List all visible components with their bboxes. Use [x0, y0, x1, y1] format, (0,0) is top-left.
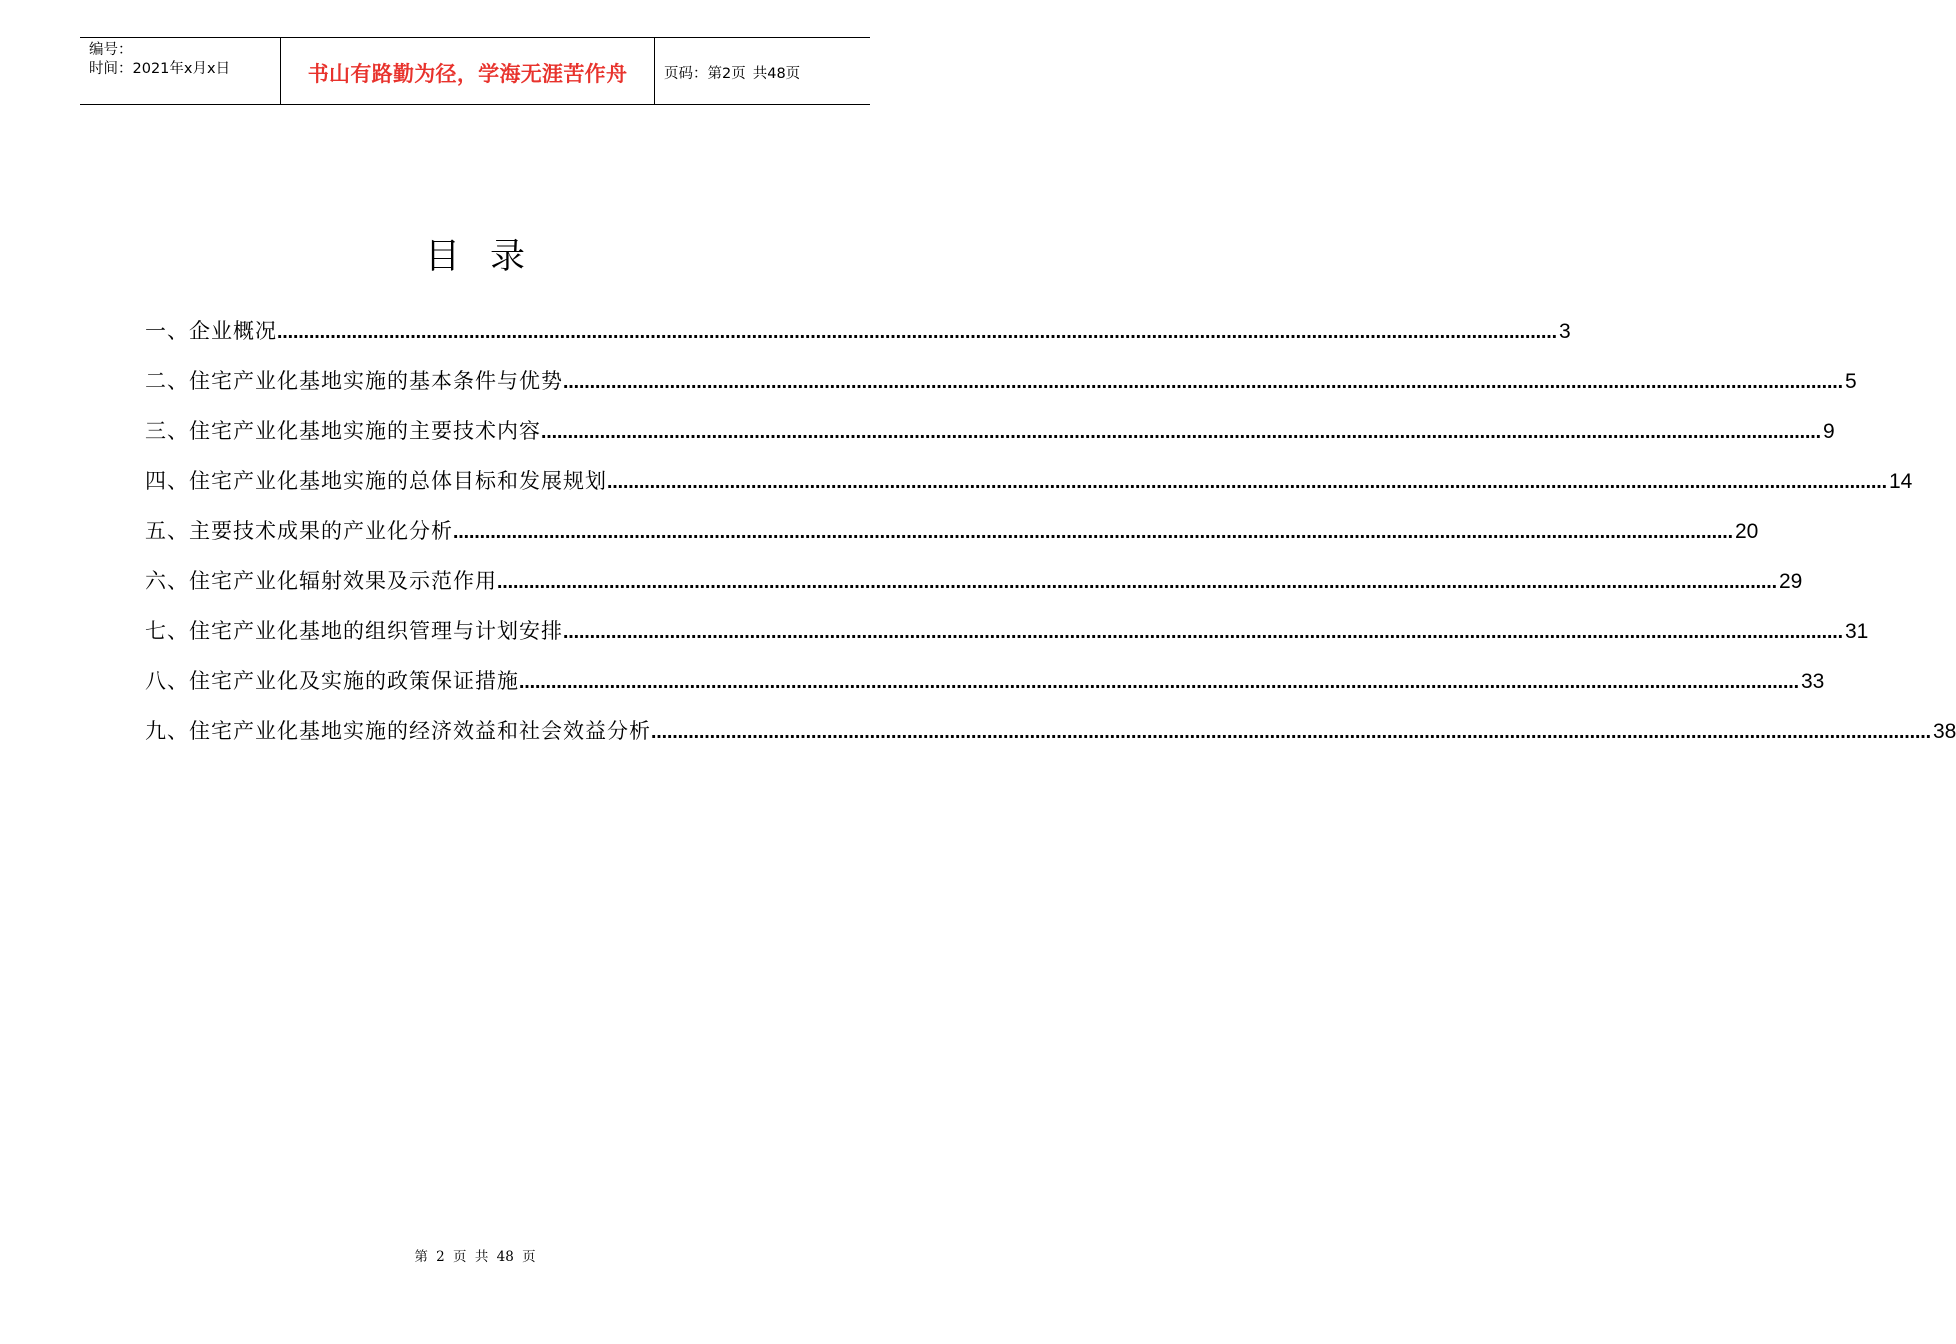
toc-leader-dots: …………………………………………………………………………………………………………………………………………………………………………………………………………………… [519, 673, 1799, 692]
toc-entry-label: 九、住宅产业化基地实施的经济效益和社会效益分析 [145, 719, 651, 743]
toc-entry[interactable] [145, 658, 1825, 708]
header-motto-cell [281, 38, 655, 104]
toc-entry-label: 六、住宅产业化辐射效果及示范作用 [145, 569, 497, 593]
toc-leader-dots: …………………………………………………………………………………………………………………………………………………………………………………………………………………… [453, 523, 1733, 542]
number-label: 编号： [89, 42, 133, 58]
toc-entry[interactable] [145, 308, 1571, 358]
page-total-label: 共48页 [752, 65, 801, 82]
toc-entry-label: 三、住宅产业化基地实施的主要技术内容 [145, 419, 541, 443]
toc-leader-dots: …………………………………………………………………………………………………………………………………………………………………………………………………………………… [277, 323, 1557, 342]
toc-entry-label: 二、住宅产业化基地实施的基本条件与优势 [145, 369, 563, 393]
motto-text: 书山有路勤为径，学海无涯苦作舟 [307, 62, 628, 86]
toc-entry[interactable] [145, 508, 1759, 558]
toc-entry-page: 31 [1845, 620, 1869, 643]
toc-title: 目录 [424, 237, 555, 277]
toc-entry-page: 3 [1559, 320, 1571, 343]
toc-entry-page: 38 [1933, 720, 1956, 743]
toc-leader-dots: …………………………………………………………………………………………………………………………………………………………………………………………………………………… [541, 423, 1821, 442]
document-header [80, 37, 870, 105]
toc-entry-page: 9 [1823, 420, 1835, 443]
toc-entry[interactable] [145, 358, 1857, 408]
toc-leader-dots: …………………………………………………………………………………………………………………………………………………………………………………………………………………… [607, 473, 1887, 492]
header-page-cell [655, 38, 870, 104]
toc-entry-label: 一、企业概况 [145, 319, 277, 343]
toc-entry-page: 14 [1889, 470, 1913, 493]
header-meta-cell [80, 38, 281, 104]
toc-entry-page: 33 [1801, 670, 1825, 693]
toc-leader-dots: …………………………………………………………………………………………………………………………………………………………………………………………………………………… [497, 573, 1777, 592]
page-code-label: 页码：第2页 [664, 65, 746, 82]
toc-entry[interactable] [145, 708, 1956, 758]
toc-entry[interactable] [145, 608, 1869, 658]
toc-entry[interactable] [145, 408, 1835, 458]
toc-leader-dots: …………………………………………………………………………………………………………………………………………………………………………………………………………………… [651, 723, 1931, 742]
toc-entry-page: 29 [1779, 570, 1803, 593]
toc-entry-page: 5 [1845, 370, 1857, 393]
toc-entry-page: 20 [1735, 520, 1759, 543]
time-label: 时间：2021年x月x日 [89, 61, 231, 77]
page-footer: 第 2 页 共 48 页 [414, 1249, 536, 1265]
toc-entry[interactable] [145, 458, 1913, 508]
table-of-contents [145, 308, 1956, 758]
toc-leader-dots: …………………………………………………………………………………………………………………………………………………………………………………………………………………… [563, 373, 1843, 392]
toc-leader-dots: …………………………………………………………………………………………………………………………………………………………………………………………………………………… [563, 623, 1843, 642]
toc-entry-label: 七、住宅产业化基地的组织管理与计划安排 [145, 619, 563, 643]
toc-entry[interactable] [145, 558, 1803, 608]
toc-entry-label: 四、住宅产业化基地实施的总体目标和发展规划 [145, 469, 607, 493]
toc-entry-label: 八、住宅产业化及实施的政策保证措施 [145, 669, 519, 693]
toc-entry-label: 五、主要技术成果的产业化分析 [145, 519, 453, 543]
